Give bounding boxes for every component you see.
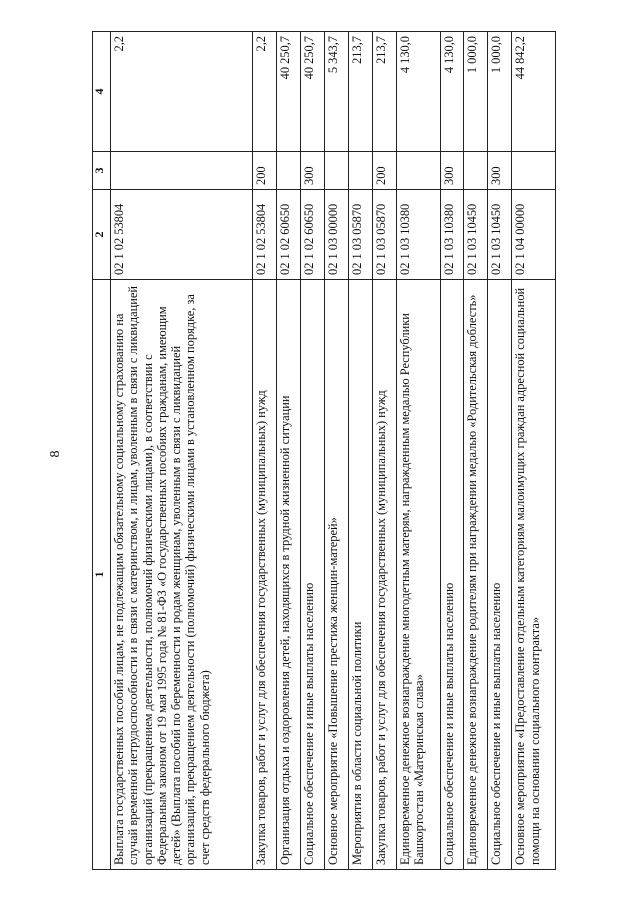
row-code-cell: 02 1 03 05870 <box>349 190 373 280</box>
row-amount-cell: 2,2 <box>253 32 277 152</box>
row-amount-cell: 2,2 <box>111 32 253 152</box>
row-name-cell: Закупка товаров, работ и услуг для обеспечения государственных (муниципальных) нужд <box>372 280 396 870</box>
row-amount-cell: 5 343,7 <box>325 32 349 152</box>
row-code-cell: 02 1 02 60650 <box>277 190 301 280</box>
table-row <box>349 32 373 870</box>
row-code-cell: 02 1 02 60650 <box>301 190 325 280</box>
row-type-cell <box>111 152 253 190</box>
row-type-cell <box>512 152 556 190</box>
budget-table-container <box>92 32 556 870</box>
row-name-cell: Основное мероприятие «Повышение престижа женщин-матерей» <box>325 280 349 870</box>
column-header-name: 1 <box>93 280 111 870</box>
row-name-cell: Основное мероприятие «Предоставление отдельным категориям малоимущих граждан адресной социальной помощи на основании социального контракта» <box>512 280 556 870</box>
row-name-cell: Организация отдыха и оздоровления детей, находящихся в трудной жизненной ситуации <box>277 280 301 870</box>
row-amount-cell: 213,7 <box>372 32 396 152</box>
table-row <box>440 32 464 870</box>
row-code-cell: 02 1 03 00000 <box>325 190 349 280</box>
row-type-cell <box>349 152 373 190</box>
row-amount-cell: 40 250,7 <box>301 32 325 152</box>
row-name-cell: Выплата государственных пособий лицам, не подлежащим обязательному социальному страхованию на случай временной нетрудоспособности и в связи с материнством, и лицам, уволенным в связи с ликвидацией организаций (прекращением деятельности, полномочий физическими лицами), в соответствии с Федеральным законом от 19 мая 1995 года № 81-ФЗ «О государственных пособиях гражданам, имеющим детей» (Выплата пособий по беременности и родам женщинам, уволенным в связи с ликвидацией организаций, прекращением деятельности (полномочий) физическими лицами в установленном порядке, за счет средств федерального бюджета) <box>111 280 253 870</box>
row-name-cell: Социальное обеспечение и иные выплаты населению <box>440 280 464 870</box>
row-amount-cell: 4 130,0 <box>396 32 440 152</box>
row-amount-cell: 213,7 <box>349 32 373 152</box>
table-row <box>512 32 556 870</box>
row-type-cell: 300 <box>440 152 464 190</box>
row-type-cell <box>325 152 349 190</box>
row-type-cell: 300 <box>488 152 512 190</box>
row-name-cell: Социальное обеспечение и иные выплаты населению <box>301 280 325 870</box>
row-code-cell: 02 1 03 10380 <box>396 190 440 280</box>
page-number: 8 <box>48 450 63 458</box>
column-header-amount: 4 <box>93 32 111 152</box>
row-amount-cell: 4 130,0 <box>440 32 464 152</box>
row-name-cell: Закупка товаров, работ и услуг для обеспечения государственных (муниципальных) нужд <box>253 280 277 870</box>
row-type-cell: 200 <box>253 152 277 190</box>
row-code-cell: 02 1 03 05870 <box>372 190 396 280</box>
row-code-cell: 02 1 03 10450 <box>488 190 512 280</box>
table-row <box>253 32 277 870</box>
table-row <box>488 32 512 870</box>
row-name-cell: Мероприятия в области социальной политики <box>349 280 373 870</box>
row-amount-cell: 44 842,2 <box>512 32 556 152</box>
table-header-row <box>93 32 111 870</box>
row-code-cell: 02 1 02 53804 <box>253 190 277 280</box>
row-code-cell: 02 1 04 00000 <box>512 190 556 280</box>
table-row <box>396 32 440 870</box>
table-row <box>464 32 488 870</box>
row-type-cell <box>464 152 488 190</box>
row-type-cell <box>277 152 301 190</box>
table-row <box>277 32 301 870</box>
column-header-type: 3 <box>93 152 111 190</box>
table-row <box>111 32 253 870</box>
table-row <box>301 32 325 870</box>
column-header-code: 2 <box>93 190 111 280</box>
row-code-cell: 02 1 03 10450 <box>464 190 488 280</box>
row-type-cell <box>396 152 440 190</box>
row-code-cell: 02 1 02 53804 <box>111 190 253 280</box>
budget-table <box>92 31 556 870</box>
table-row <box>372 32 396 870</box>
row-amount-cell: 1 000,0 <box>464 32 488 152</box>
row-amount-cell: 40 250,7 <box>277 32 301 152</box>
row-name-cell: Единовременное денежное вознаграждение многодетным матерям, награжденным медалью Республики Башкортостан «Материнская слава» <box>396 280 440 870</box>
row-amount-cell: 1 000,0 <box>488 32 512 152</box>
row-type-cell: 300 <box>301 152 325 190</box>
table-row <box>325 32 349 870</box>
row-name-cell: Единовременное денежное вознаграждение родителям при награждении медалью «Родительская доблесть» <box>464 280 488 870</box>
row-code-cell: 02 1 03 10380 <box>440 190 464 280</box>
row-name-cell: Социальное обеспечение и иные выплаты населению <box>488 280 512 870</box>
row-type-cell: 200 <box>372 152 396 190</box>
